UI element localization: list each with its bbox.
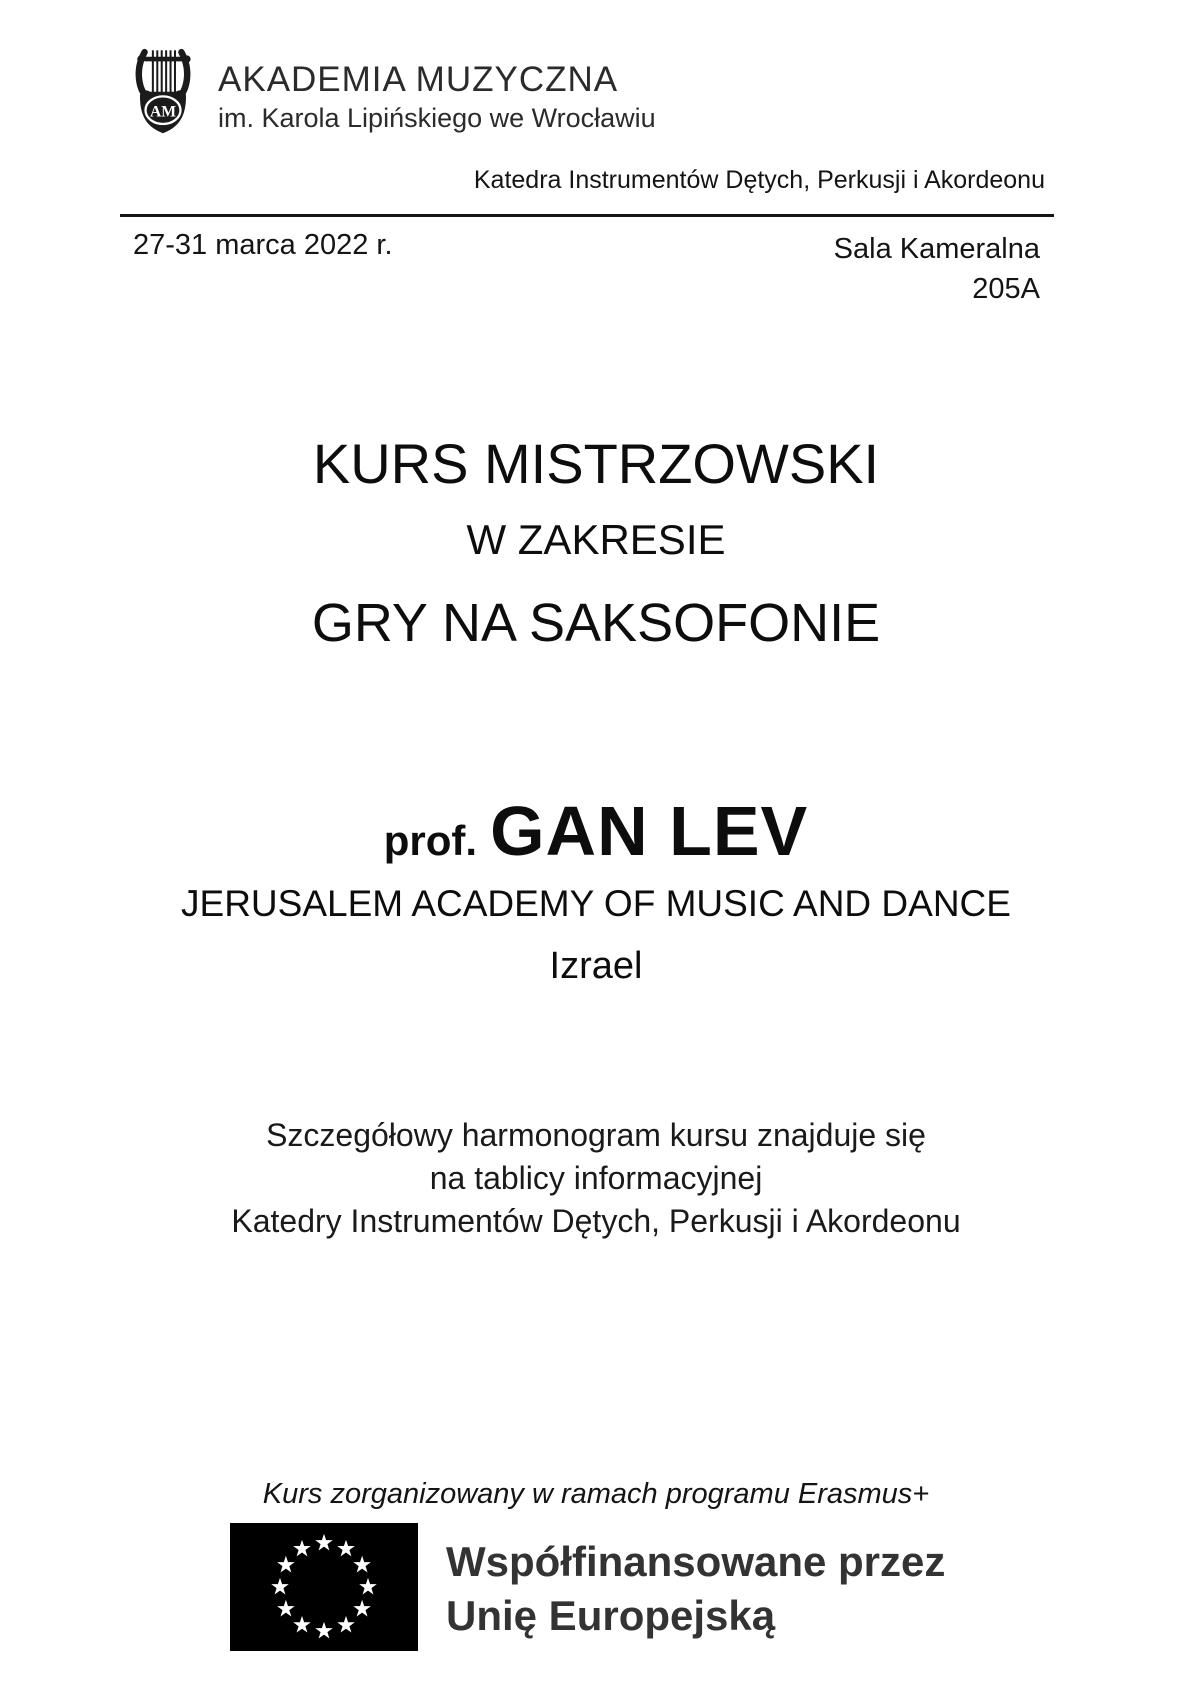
academy-name-block — [218, 42, 656, 135]
date-range: 27-31 marca 2022 r. — [133, 229, 393, 261]
venue-room: 205A — [972, 273, 1040, 305]
schedule-note-line1: Szczegółowy harmonogram kursu znajduje się — [266, 1117, 926, 1153]
svg-text:AM: AM — [149, 103, 177, 121]
course-title-instrument: GRY NA SAKSOFONIE — [311, 593, 881, 653]
academy-subtitle: im. Karola Lipińskiego we Wrocławiu — [218, 103, 656, 133]
erasmus-note: Kurs zorganizowany w ramach programu Erasmus+ — [262, 1478, 930, 1510]
eu-funding-line1: Współfinansowane przez — [446, 1538, 946, 1585]
venue-block — [834, 229, 1040, 309]
department-line: Katedra Instrumentów Dętych, Perkusji i Akordeonu — [473, 166, 1045, 194]
professor-line — [0, 791, 1192, 871]
lyre-logo-icon — [128, 42, 198, 136]
eu-flag-icon — [230, 1523, 418, 1656]
professor-name: GAN LEV — [490, 792, 809, 870]
eu-funding-text — [446, 1535, 945, 1643]
header-divider — [120, 214, 1054, 217]
course-title-scope: W ZAKRESIE — [466, 516, 726, 563]
academy-logo-block — [128, 42, 656, 136]
professor-institution: JERUSALEM ACADEMY OF MUSIC AND DANCE — [181, 883, 1011, 924]
schedule-note — [0, 1114, 1192, 1243]
venue-hall: Sala Kameralna — [833, 233, 1040, 265]
course-title: KURS MISTRZOWSKI — [312, 432, 880, 495]
eu-funding-line2: Unię Europejską — [446, 1592, 776, 1639]
academy-name: AKADEMIA MUZYCZNA — [218, 60, 619, 99]
professor-prefix: prof. — [383, 817, 478, 864]
schedule-note-line2: na tablicy informacyjnej — [429, 1160, 763, 1196]
schedule-note-line3: Katedry Instrumentów Dętych, Perkusji i Akordeonu — [231, 1203, 961, 1239]
professor-country: Izrael — [549, 945, 643, 987]
